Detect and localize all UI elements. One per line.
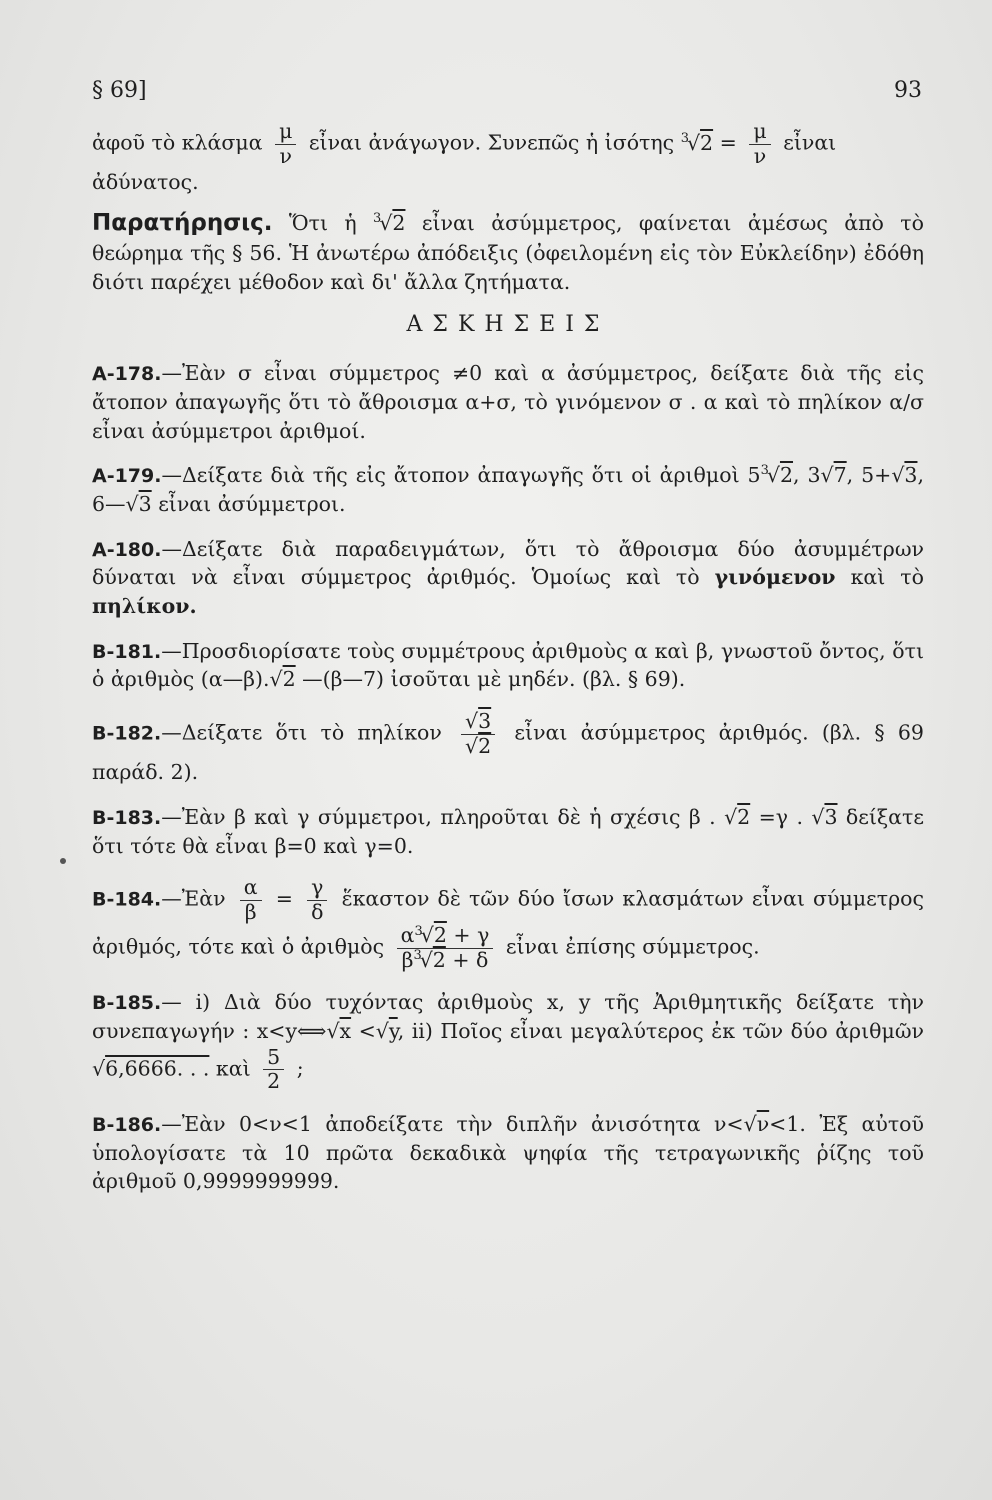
- exercise-text: =γ .: [750, 804, 803, 829]
- radicand: 3: [904, 463, 918, 488]
- exercise-text: , 5+: [846, 463, 892, 488]
- root-index: 3: [680, 130, 689, 146]
- term: + γ: [446, 923, 490, 948]
- sqrt-3: √3: [811, 804, 838, 829]
- exercise-a179: [92, 461, 924, 518]
- remark-paragraph: [92, 207, 924, 297]
- term: β: [401, 947, 414, 972]
- radicand: 2: [433, 923, 447, 948]
- root-index: 3: [760, 463, 769, 479]
- sqrt3-over-sqrt2: [461, 710, 495, 758]
- fraction-numerator: μ: [749, 120, 770, 145]
- radicand: 2: [700, 130, 714, 155]
- exercise-b185: [92, 988, 924, 1094]
- exercise-text: δείξατε ὅτι τότε θὰ εἶναι β=0 καὶ γ=0.: [92, 804, 924, 858]
- exercise-label: Β-183.: [92, 806, 162, 829]
- root-index: 3: [414, 923, 423, 939]
- exercise-a180: [92, 535, 924, 621]
- exercise-text: καὶ τὸ: [850, 565, 924, 590]
- fraction-denominator: 2: [267, 1069, 281, 1094]
- exercise-text: , 3: [793, 463, 821, 488]
- exercise-text: —Δείξατε διὰ παραδειγμάτων, ὅτι τὸ ἄθροισμα δύο ἀσυμμέτρων δύναται νὰ εἶναι σύμμετρος ἀριθμός. Ὁμοίως καὶ τὸ: [92, 536, 924, 590]
- radicand: 3: [138, 491, 152, 516]
- sqrt-nu: √ν: [743, 1111, 770, 1136]
- remark-cube-root: $^3$√2: [373, 210, 406, 235]
- radicand: 2: [432, 947, 446, 972]
- exercise-text: εἶναι ἀσύμμετρος ἀριθμός. (βλ. § 69 παράδ. 2).: [92, 720, 924, 785]
- exercise-text: ;: [296, 1056, 304, 1081]
- fraction-numerator: μ: [275, 120, 296, 145]
- sqrt-7: √7: [820, 463, 847, 488]
- mu-nu-fraction: [275, 120, 296, 168]
- sqrt-2: √2: [724, 804, 751, 829]
- exercise-label: Β-186.: [92, 1113, 162, 1136]
- root-index: 3: [373, 210, 382, 226]
- page-number: 93: [894, 78, 922, 103]
- fraction-denominator: ν: [753, 143, 767, 168]
- fraction-denominator: ν: [279, 143, 292, 168]
- exercise-text: —Προσδιορίσατε τοὺς συμμέτρους ἀριθμοὺς α καὶ β, γνωστοῦ ὄντος, ὅτι ὁ ἀριθμὸς (α—β).: [92, 638, 924, 692]
- sqrt-3: √3: [891, 463, 918, 488]
- exercise-text: <1. Ἐξ αὐτοῦ ὑπολογίσατε τὰ 10 πρῶτα δεκαδικὰ ψηφία τῆς τετραγωνικῆς ῥίζης τοῦ ἀριθμοῦ 0,9999999999.: [92, 1111, 924, 1194]
- remark-text-b: εἶναι ἀσύμμετρος, φαίνεται ἀμέσως ἀπὸ τὸ θεώρημα τῆς § 56. Ἡ ἀνωτέρω ἀπόδειξις (ὀφειλομένη εἰς τὸν Εὐκλείδην) ἐδόθη διότι παρέχει μέθοδον καὶ δι' ἄλλα ζητήματα.: [92, 210, 924, 294]
- exercise-b186: [92, 1110, 924, 1196]
- fraction-denominator: δ: [311, 899, 324, 924]
- fraction-numerator: $\alpha^3√2 + \gamma$: [397, 924, 494, 949]
- bold-term: πηλίκον.: [92, 593, 197, 618]
- section-header: § 69]: [92, 78, 147, 103]
- exercise-text: , 6—: [92, 463, 924, 516]
- radicand: 2: [779, 463, 794, 488]
- exercise-label: Β-185.: [92, 992, 162, 1015]
- compound-fraction: [397, 924, 494, 972]
- exercise-text: —Δείξατε διὰ τῆς εἰς ἄτοπον ἀπαγωγῆς ὅτι οἱ ἀριθμοὶ 5: [161, 463, 761, 488]
- exercise-text: , ii) Ποῖος εἶναι μεγαλύτερος ἐκ τῶν δύο ἀριθμῶν: [397, 1019, 924, 1044]
- exercise-text: —Ἐὰν 0<ν<1 ἀποδείξατε τὴν διπλῆν ἀνισότητα ν<: [161, 1111, 744, 1136]
- equals-sign: =: [719, 130, 737, 155]
- exercise-text: ἕκαστον δὲ τῶν δύο ἴσων κλασμάτων εἶναι σύμμετρος ἀριθμός, τότε καὶ ὁ ἀριθμὸς: [92, 886, 924, 959]
- bold-term: γινόμενον: [714, 565, 836, 590]
- intro-text-c: εἶναι: [783, 130, 837, 155]
- sqrt-6-6666: √6,6666. . .: [92, 1056, 210, 1081]
- radicand: y: [388, 1019, 398, 1044]
- gamma-over-delta: [307, 876, 327, 924]
- sqrt-3b: √3: [125, 491, 152, 516]
- radicand: 6,6666. . .: [105, 1056, 210, 1081]
- less-than: <: [351, 1019, 376, 1044]
- exercise-text: —(β—7) ἰσοῦται μὲ μηδέν. (βλ. § 69).: [295, 667, 686, 692]
- exercise-b181: [92, 637, 924, 694]
- fraction-denominator: β: [244, 899, 257, 924]
- exercise-text: —Ἐὰν σ εἶναι σύμμετρος ≠0 καὶ α ἀσύμμετρος, δείξατε διὰ τῆς εἰς ἄτοπον ἀπαγωγῆς ὅτι τὸ ἄθροισμα α+σ, τὸ γινόμενον σ . α καὶ τὸ πηλίκον α/σ εἶναι ἀσύμμετροι ἀριθμοί.: [92, 361, 924, 443]
- exercise-b183: [92, 803, 924, 860]
- exercise-label: Β-181.: [92, 640, 162, 663]
- alpha-over-beta: [240, 876, 262, 924]
- mu-nu-fraction-2: [749, 120, 770, 168]
- section-title: ΑΣΚΗΣΕΙΣ: [406, 312, 610, 338]
- root-index: 3: [413, 948, 422, 964]
- sqrt-2: √2: [269, 667, 296, 692]
- radicand: 2: [282, 667, 296, 692]
- remark-text-a: Ὅτι ἡ: [288, 210, 357, 235]
- exercise-text: —Ἐὰν: [161, 886, 226, 911]
- intro-text-line2: ἀδύνατος.: [92, 170, 199, 195]
- sqrt-y: √y: [375, 1019, 398, 1044]
- intro-paragraph: [92, 120, 924, 197]
- fraction-numerator: γ: [307, 876, 327, 901]
- exercise-label: Α-178.: [92, 363, 162, 386]
- intro-text-a: ἀφοῦ τὸ κλάσμα: [92, 130, 263, 155]
- fraction-numerator: √3: [461, 710, 495, 735]
- radicand: 3: [824, 804, 838, 829]
- equals-sign: =: [275, 886, 293, 911]
- radicand: 2: [392, 210, 406, 235]
- exercise-b182: [92, 710, 924, 787]
- radicand: 2: [478, 733, 492, 758]
- exercise-b184: [92, 876, 924, 972]
- exercise-text: εἶναι ἀσύμμετροι.: [151, 491, 346, 516]
- exercise-label: Β-184.: [92, 888, 162, 911]
- term: + δ: [445, 947, 489, 972]
- exercise-text: — i) Διὰ δύο τυχόντας ἀριθμοὺς x, y τῆς Ἀριθμητικῆς δείξατε τὴν συνεπαγωγήν : x<y⟺: [92, 990, 924, 1044]
- exercise-text: —Δείξατε ὅτι τὸ πηλίκον: [161, 720, 442, 745]
- radicand: 7: [833, 463, 847, 488]
- fraction-numerator: 5: [263, 1046, 284, 1071]
- exercise-a178: [92, 359, 924, 445]
- intro-text-b: εἶναι ἀνάγωγον. Συνεπῶς ἡ ἰσότης: [308, 130, 675, 155]
- exercise-label: Β-182.: [92, 722, 162, 745]
- fraction-denominator: √2: [465, 733, 492, 758]
- radicand: 3: [478, 709, 492, 734]
- fraction-denominator: $\beta^3√2 + \delta$: [401, 947, 489, 972]
- exercise-label: Α-180.: [92, 538, 162, 561]
- remark-title: Παρατήρησις.: [92, 209, 273, 236]
- page-content: [92, 120, 924, 1206]
- ink-speck: [60, 858, 66, 864]
- term: α: [400, 923, 415, 948]
- exercise-text: εἶναι ἐπίσης σύμμετρος.: [505, 934, 760, 959]
- exercise-text: καὶ: [215, 1056, 251, 1081]
- exercise-text: —Ἐὰν β καὶ γ σύμμετροι, πληροῦται δὲ ἡ σχέσις β .: [161, 804, 716, 829]
- radicand: ν: [756, 1111, 770, 1136]
- five-halves: [263, 1046, 284, 1094]
- fraction-numerator: α: [240, 876, 262, 901]
- cube-root-2: $^3$√2: [760, 463, 794, 488]
- radicand: 2: [737, 804, 751, 829]
- sqrt-x: √x: [326, 1019, 352, 1044]
- exercise-label: Α-179.: [92, 465, 162, 488]
- radicand: x: [339, 1019, 352, 1044]
- cube-root-2: $^3$√2: [680, 130, 714, 155]
